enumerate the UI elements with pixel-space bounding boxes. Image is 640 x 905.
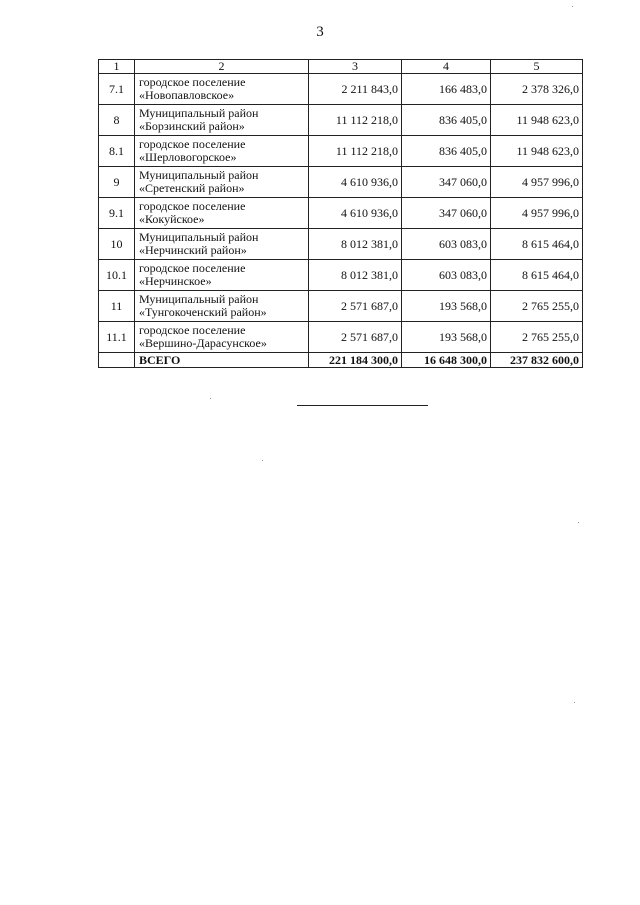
total-label: ВСЕГО [135,353,309,368]
row-name-line2: «Борзинский район» [139,119,245,133]
row-name [135,74,309,105]
row-name-line1: Муниципальный район [139,106,259,120]
cell-col3: 8 012 381,0 [309,260,402,291]
row-name-line1: Муниципальный район [139,292,259,306]
row-name-line2: «Нерчинское» [139,274,212,288]
cell-col3: 11 112 218,0 [309,136,402,167]
row-name [135,167,309,198]
scan-speck [578,522,579,523]
row-name [135,322,309,353]
row-number: 8.1 [99,136,135,167]
table-row [99,74,583,105]
column-header: 5 [491,60,583,74]
cell-col3: 4 610 936,0 [309,198,402,229]
row-number: 11.1 [99,322,135,353]
table-header-row [99,60,583,74]
table-row [99,229,583,260]
column-header: 1 [99,60,135,74]
table-total-row [99,353,583,368]
row-number: 9 [99,167,135,198]
cell-col4: 193 568,0 [402,322,491,353]
row-name-line1: Муниципальный район [139,168,259,182]
cell-col4: 347 060,0 [402,167,491,198]
row-name-line1: городское поселение [139,137,246,151]
row-number: 10.1 [99,260,135,291]
row-name-line1: городское поселение [139,75,246,89]
cell-col5: 2 378 326,0 [491,74,583,105]
cell-col3: 2 571 687,0 [309,291,402,322]
cell-col3: 4 610 936,0 [309,167,402,198]
row-name [135,291,309,322]
cell-col3: 2 211 843,0 [309,74,402,105]
table-row [99,291,583,322]
row-name-line1: городское поселение [139,199,246,213]
table-row [99,322,583,353]
table-row [99,167,583,198]
total-col4: 16 648 300,0 [402,353,491,368]
end-of-document-line [297,405,428,406]
cell-col3: 11 112 218,0 [309,105,402,136]
row-name-line2: «Тунгокоченский район» [139,305,267,319]
cell-col5: 4 957 996,0 [491,198,583,229]
row-name [135,136,309,167]
cell-col4: 836 405,0 [402,105,491,136]
scan-speck [210,398,211,399]
cell-col5: 4 957 996,0 [491,167,583,198]
column-header: 4 [402,60,491,74]
table-row [99,260,583,291]
table-row [99,136,583,167]
row-name-line1: городское поселение [139,323,246,337]
cell-col4: 836 405,0 [402,136,491,167]
cell-col4: 166 483,0 [402,74,491,105]
scan-speck [262,460,263,461]
table-row [99,198,583,229]
total-col5: 237 832 600,0 [491,353,583,368]
budget-table [98,59,583,368]
cell-col5: 2 765 255,0 [491,322,583,353]
cell-col5: 11 948 623,0 [491,136,583,167]
row-name-line2: «Вершино-Дарасунское» [139,336,267,350]
row-number: 11 [99,291,135,322]
page-number: 3 [316,24,324,40]
row-name [135,260,309,291]
row-name-line2: «Кокуйское» [139,212,205,226]
cell-col4: 193 568,0 [402,291,491,322]
column-header: 3 [309,60,402,74]
cell-col5: 2 765 255,0 [491,291,583,322]
cell-col3: 8 012 381,0 [309,229,402,260]
row-name [135,105,309,136]
cell-col5: 11 948 623,0 [491,105,583,136]
row-number: 10 [99,229,135,260]
row-name-line2: «Шерловогорское» [139,150,237,164]
table-row [99,105,583,136]
row-number: 9.1 [99,198,135,229]
total-number-cell [99,353,135,368]
row-name-line2: «Новопавловское» [139,88,235,102]
row-name-line1: городское поселение [139,261,246,275]
row-name-line2: «Нерчинский район» [139,243,247,257]
cell-col3: 2 571 687,0 [309,322,402,353]
cell-col5: 8 615 464,0 [491,229,583,260]
row-name [135,229,309,260]
scan-speck [574,702,575,703]
cell-col5: 8 615 464,0 [491,260,583,291]
total-col3: 221 184 300,0 [309,353,402,368]
row-number: 8 [99,105,135,136]
cell-col4: 603 083,0 [402,229,491,260]
row-name-line1: Муниципальный район [139,230,259,244]
row-name [135,198,309,229]
row-number: 7.1 [99,74,135,105]
column-header: 2 [135,60,309,74]
row-name-line2: «Сретенский район» [139,181,245,195]
cell-col4: 603 083,0 [402,260,491,291]
scan-speck [572,6,573,7]
cell-col4: 347 060,0 [402,198,491,229]
